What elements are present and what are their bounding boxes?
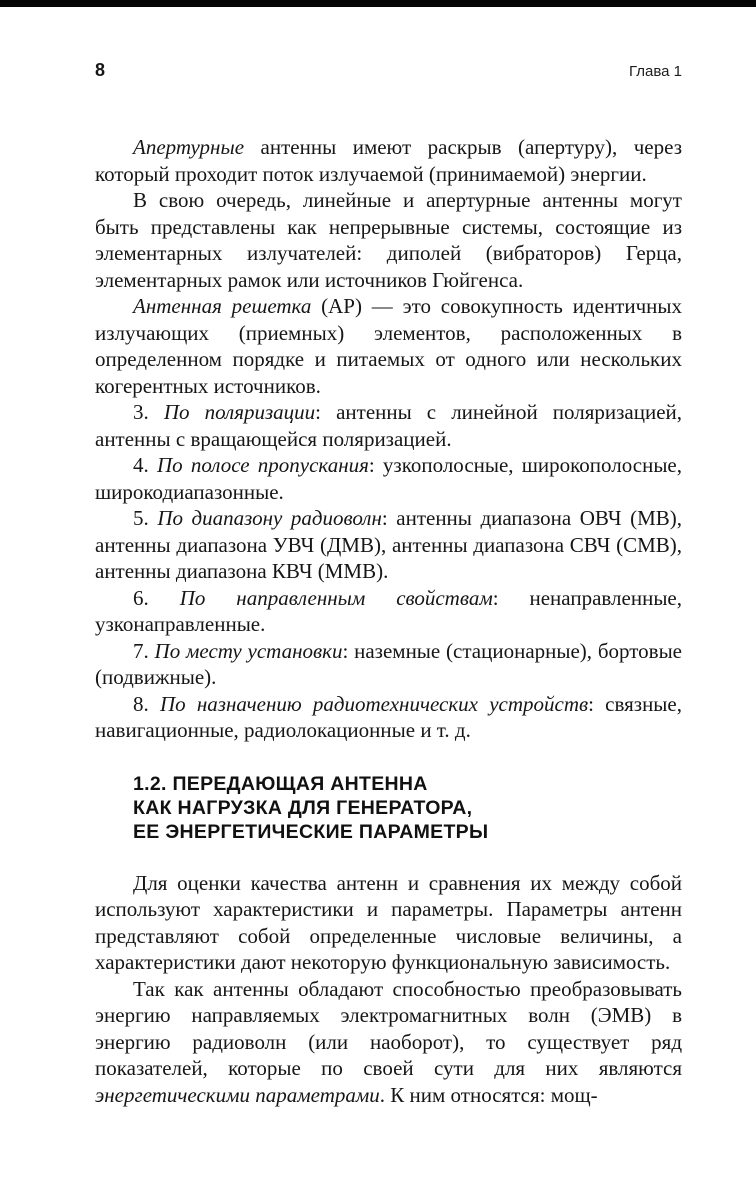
list-item-number: 3. (133, 400, 164, 424)
page-top-edge (0, 0, 756, 7)
page-header (95, 60, 682, 81)
list-item-paragraph (95, 638, 682, 691)
paragraph (95, 187, 682, 293)
section-heading (133, 772, 682, 844)
paragraph-text-italic: Антенная решетка (133, 294, 312, 318)
list-item-term: По месту установки (154, 638, 343, 663)
paragraph-text: антенны имеют раскрыв (апертуру), через который проходит поток излучаемой (принимаемой) энергии. (95, 135, 682, 186)
list-item-paragraph (95, 452, 682, 505)
paragraph-text: Так как антенны обладают способностью преобразовывать энергию направляемых электромагнитных волн (ЭМВ) в энергию радиоволн (или наоборот), то существует ряд показателей, которые по своей сути для них являются (95, 976, 682, 1080)
paragraph-text: Для оценки качества антенн и сравнения их между собой используют характеристики и параметры. Параметры антенн представляют собой определенные числовые величины, а характеристики дают некоторую функциональную зависимость. (95, 870, 682, 974)
text-block (95, 134, 682, 1108)
list-item-term: По диапазону радиоволн (157, 506, 382, 530)
paragraph-text: : наземные (стационарные), бортовые (подвижные). (95, 638, 682, 689)
list-item-term: По поляризации (163, 400, 316, 424)
list-item-term: По направленным свойствам (179, 585, 493, 610)
list-item-paragraph (95, 505, 682, 585)
list-item-number: 5. (133, 506, 158, 530)
section-heading-line: 1.2. ПЕРЕДАЮЩАЯ АНТЕННА (133, 772, 428, 795)
paragraph (95, 976, 682, 1109)
paragraph (95, 870, 682, 976)
list-item-number: 7. (133, 638, 155, 663)
list-item-paragraph (95, 399, 682, 452)
page-number: 8 (95, 60, 106, 80)
paragraph-text-italic: Апертурные (133, 135, 245, 159)
paragraph-text: : узкополосные, широкополосные, широкодиапазонные. (95, 453, 683, 504)
list-item-term: По полосе пропускания (156, 453, 369, 477)
list-item-number: 4. (133, 453, 157, 477)
paragraph (95, 293, 682, 399)
list-item-number: 6. (133, 585, 180, 610)
paragraph-text: : ненаправленные, узконаправленные. (95, 585, 682, 636)
list-item-paragraph (95, 585, 682, 638)
paragraph-text: : антенны с линейной поляризацией, антенны с вращающейся поляризацией. (95, 400, 683, 451)
list-item-paragraph (95, 691, 682, 744)
chapter-label: Глава 1 (628, 63, 682, 80)
paragraph-text: : связные, навигационные, радиолокационные и т. д. (95, 691, 682, 742)
list-item-term: По назначению радиотехнических устройств (159, 691, 589, 716)
paragraph-text-italic: энергетическими параметрами (95, 1082, 380, 1107)
paragraph-text: В свою очередь, линейные и апертурные антенны могут быть представлены как непрерывные системы, состоящие из элементарных излучателей: диполей (вибраторов) Герца, элементарных рамок или источников Гюйгенса. (95, 188, 682, 292)
paragraph-text: : антенны диапазона ОВЧ (МВ), антенны диапазона УВЧ (ДМВ), антенны диапазона СВЧ (СМВ), антенны диапазона КВЧ (ММВ). (95, 506, 682, 583)
paragraph-text: . К ним относятся: мощ- (379, 1082, 598, 1107)
paragraph-text: (АР) — это совокупность идентичных излучающих (приемных) элементов, расположенных в определенном порядке и питаемых от одного или нескольких когерентных источников. (95, 294, 683, 398)
section-heading-line: ЕЕ ЭНЕРГЕТИЧЕСКИЕ ПАРАМЕТРЫ (133, 820, 489, 843)
paragraph (95, 134, 682, 187)
section-heading-line: КАК НАГРУЗКА ДЛЯ ГЕНЕРАТОРА, (133, 796, 473, 819)
list-item-number: 8. (133, 691, 160, 716)
